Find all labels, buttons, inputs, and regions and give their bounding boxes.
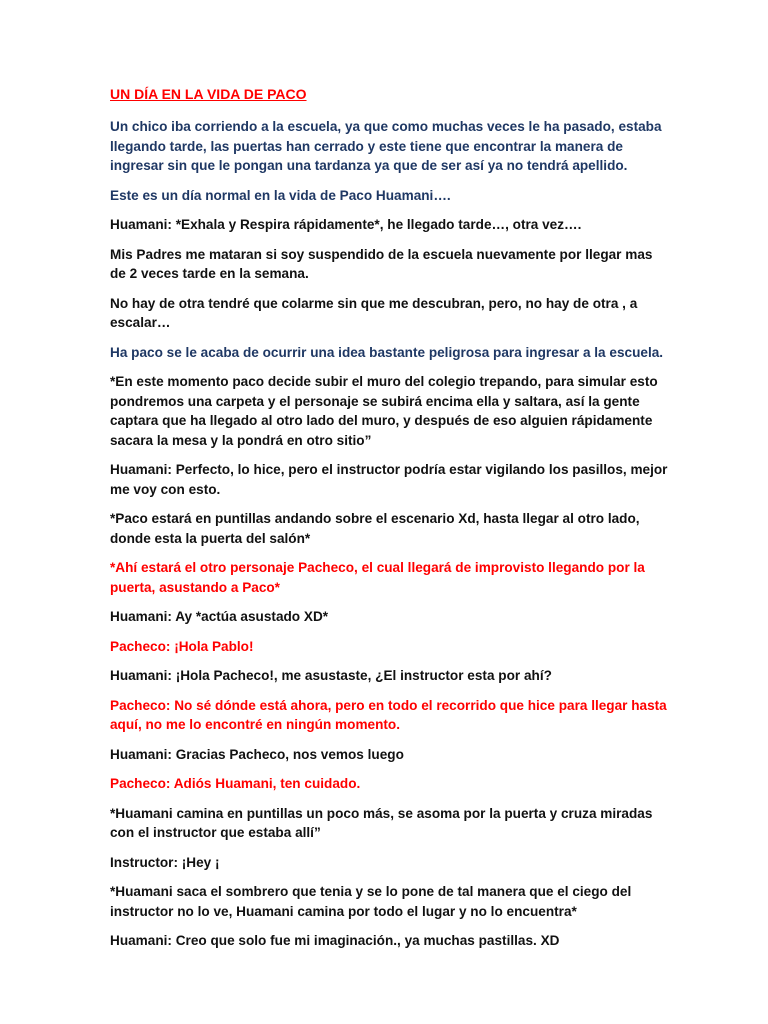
paragraph: *Ahí estará el otro personaje Pacheco, el cual llegará de improvisto llegando por la puerta, asustando a Paco* xyxy=(110,560,645,595)
paragraph: Huamani: *Exhala y Respira rápidamente*, he llegado tarde…, otra vez…. xyxy=(110,217,582,232)
paragraph: Huamani: Creo que solo fue mi imaginación., ya muchas pastillas. XD xyxy=(110,933,560,948)
paragraph: *Huamani camina en puntillas un poco más, se asoma por la puerta y cruza miradas con el instructor que estaba allí” xyxy=(110,805,653,840)
paragraph: Huamani: ¡Hola Pacheco!, me asustaste, ¿El instructor esta por ahí? xyxy=(110,668,552,683)
paragraph: Este es un día normal en la vida de Paco Huamani…. xyxy=(110,187,451,203)
paragraph: No hay de otra tendré que colarme sin que me descubran, pero, no hay de otra , a escalar… xyxy=(110,295,638,330)
paragraph: Huamani: Perfecto, lo hice, pero el instructor podría estar vigilando los pasillos, mejor me voy con esto. xyxy=(110,462,668,497)
paragraph: Mis Padres me mataran si soy suspendido de la escuela nuevamente por llegar mas de 2 veces tarde en la semana. xyxy=(110,246,653,281)
paragraph: Instructor: ¡Hey ¡ xyxy=(110,854,220,870)
paragraph: Ha paco se le acaba de ocurrir una idea bastante peligrosa para ingresar a la escuela. xyxy=(110,344,664,360)
paragraph: Huamani: Ay *actúa asustado XD* xyxy=(110,609,329,624)
paragraph: *Huamani saca el sombrero que tenia y se lo pone de tal manera que el ciego del instructor no lo ve, Huamani camina por todo el lugar y no lo encuentra* xyxy=(110,884,632,919)
paragraph: Pacheco: Adiós Huamani, ten cuidado. xyxy=(110,776,361,791)
paragraph: *Paco estará en puntillas andando sobre el escenario Xd, hasta llegar al otro lado, donde esta la puerta del salón* xyxy=(110,511,640,546)
paragraph: Pacheco: No sé dónde está ahora, pero en todo el recorrido que hice para llegar hasta aquí, no me lo encontré en ningún momento. xyxy=(110,697,667,732)
paragraph: Pacheco: ¡Hola Pablo! xyxy=(110,638,254,654)
paragraph: Un chico iba corriendo a la escuela, ya que como muchas veces le ha pasado, estaba llegando tarde, las puertas han cerrado y este tiene que encontrar la manera de ingresar sin que le pongan una tardanza ya que de ser así ya no tendrá apellido. xyxy=(110,119,662,173)
document-body xyxy=(110,117,668,951)
paragraph: *En este momento paco decide subir el muro del colegio trepando, para simular esto pondremos una carpeta y el personaje se subirá encima ella y saltara, así la gente captara que ha llegado al otro lado del muro, y después de eso alguien rápidamente sacara la mesa y la pondrá en otro sitio” xyxy=(110,374,658,448)
document-title: UN DÍA EN LA VIDA DE PACO xyxy=(110,86,307,102)
paragraph: Huamani: Gracias Pacheco, nos vemos luego xyxy=(110,746,404,762)
